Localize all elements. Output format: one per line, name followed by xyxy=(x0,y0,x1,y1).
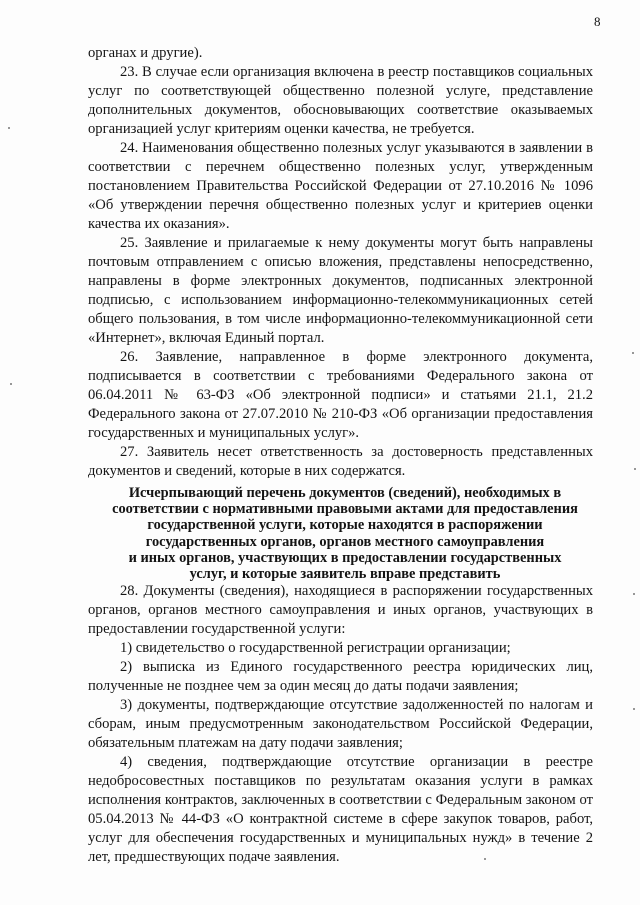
list-item-2: 2) выписка из Единого государственного реестра юридических лиц, полученные не позднее чем за один месяц до даты подачи заявления; xyxy=(88,659,593,694)
heading-line: Исчерпывающий перечень документов (сведений), необходимых в xyxy=(128,485,562,501)
heading-line: государственной услуги, которые находятся в распоряжении xyxy=(147,517,543,534)
paragraph-25: 25. Заявление и прилагаемые к нему документы могут быть направлены почтовым отправлением с описью вложения, представлены непосредственно, направлены в форме электронных документов, подписанных электронной подписью, с использованием информационно-телекоммуникационных сетей общего пользования, в том числе информационно-телекоммуникационной сети «Интернет», включая Единый портал. xyxy=(88,235,593,346)
top-section xyxy=(88,44,593,481)
paragraph-26: 26. Заявление, направленное в форме электронного документа, подписывается в соответствии с требованиями Федерального закона от 06.04.2011 № 63-ФЗ «Об электронной подписи» и статьями 21.1, 21.2 Федерального закона от 27.07.2010 № 210-ФЗ «Об организации предоставления государственных и муниципальных услуг». xyxy=(88,349,593,441)
heading-line: услуг, и которые заявитель вправе представить xyxy=(189,566,501,583)
bottom-section xyxy=(88,582,593,867)
page-number: 8 xyxy=(594,14,601,29)
paragraph-28: 28. Документы (сведения), находящиеся в распоряжении государственных органов, органов местного самоуправления и иных органов, участвующих в предоставлении государственной услуги: xyxy=(88,583,593,637)
heading-line: государственных органов, органов местного самоуправления xyxy=(145,533,545,550)
scan-speck xyxy=(634,468,636,470)
scan-speck xyxy=(632,352,634,354)
scan-speck xyxy=(633,708,635,710)
paragraph-continuation: органах и другие). xyxy=(88,45,203,61)
section-heading xyxy=(100,485,590,582)
heading-line: соответствии с нормативными правовыми актами для предоставления xyxy=(112,501,578,518)
paragraph-24: 24. Наименования общественно полезных услуг указываются в заявлении в соответствии с перечнем общественно полезных услуг, утвержденным постановлением Правительства Российской Федерации от 27.10.2016 № 1096 «Об утверждении перечня общественно полезных услуг и критериев оценки качества их оказания». xyxy=(88,140,593,232)
list-item-4: 4) сведения, подтверждающие отсутствие организации в реестре недобросовестных поставщиков по результатам оказания услуги в рамках исполнения контрактов, заключенных в соответствии с Федеральным законом от 05.04.2013 № 44-ФЗ «О контрактной системе в сфере закупок товаров, работ, услуг для обеспечения государственных и муниципальных нужд» в течение 2 лет, предшествующих подаче заявления. xyxy=(88,754,593,865)
paragraph-23: 23. В случае если организация включена в реестр поставщиков социальных услуг по соответствующей общественно полезной услуге, представление дополнительных документов, обосновывающих соответствие оказываемых организацией услуг критериям оценки качества, не требуется. xyxy=(88,64,593,137)
heading-line: и иных органов, участвующих в предоставлении государственных xyxy=(128,549,562,566)
scan-speck xyxy=(633,593,635,595)
scan-speck xyxy=(484,858,486,860)
paragraph-27: 27. Заявитель несет ответственность за достоверность представленных документов и сведений, которые в них содержатся. xyxy=(88,444,593,479)
scan-speck xyxy=(10,383,12,385)
list-item-3: 3) документы, подтверждающие отсутствие задолженностей по налогам и сборам, иным предусмотренным законодательством Российской Федерации, обязательным платежам на дату подачи заявления; xyxy=(88,697,593,751)
list-item-1: 1) свидетельство о государственной регистрации организации; xyxy=(120,640,511,656)
scan-speck xyxy=(8,127,10,129)
